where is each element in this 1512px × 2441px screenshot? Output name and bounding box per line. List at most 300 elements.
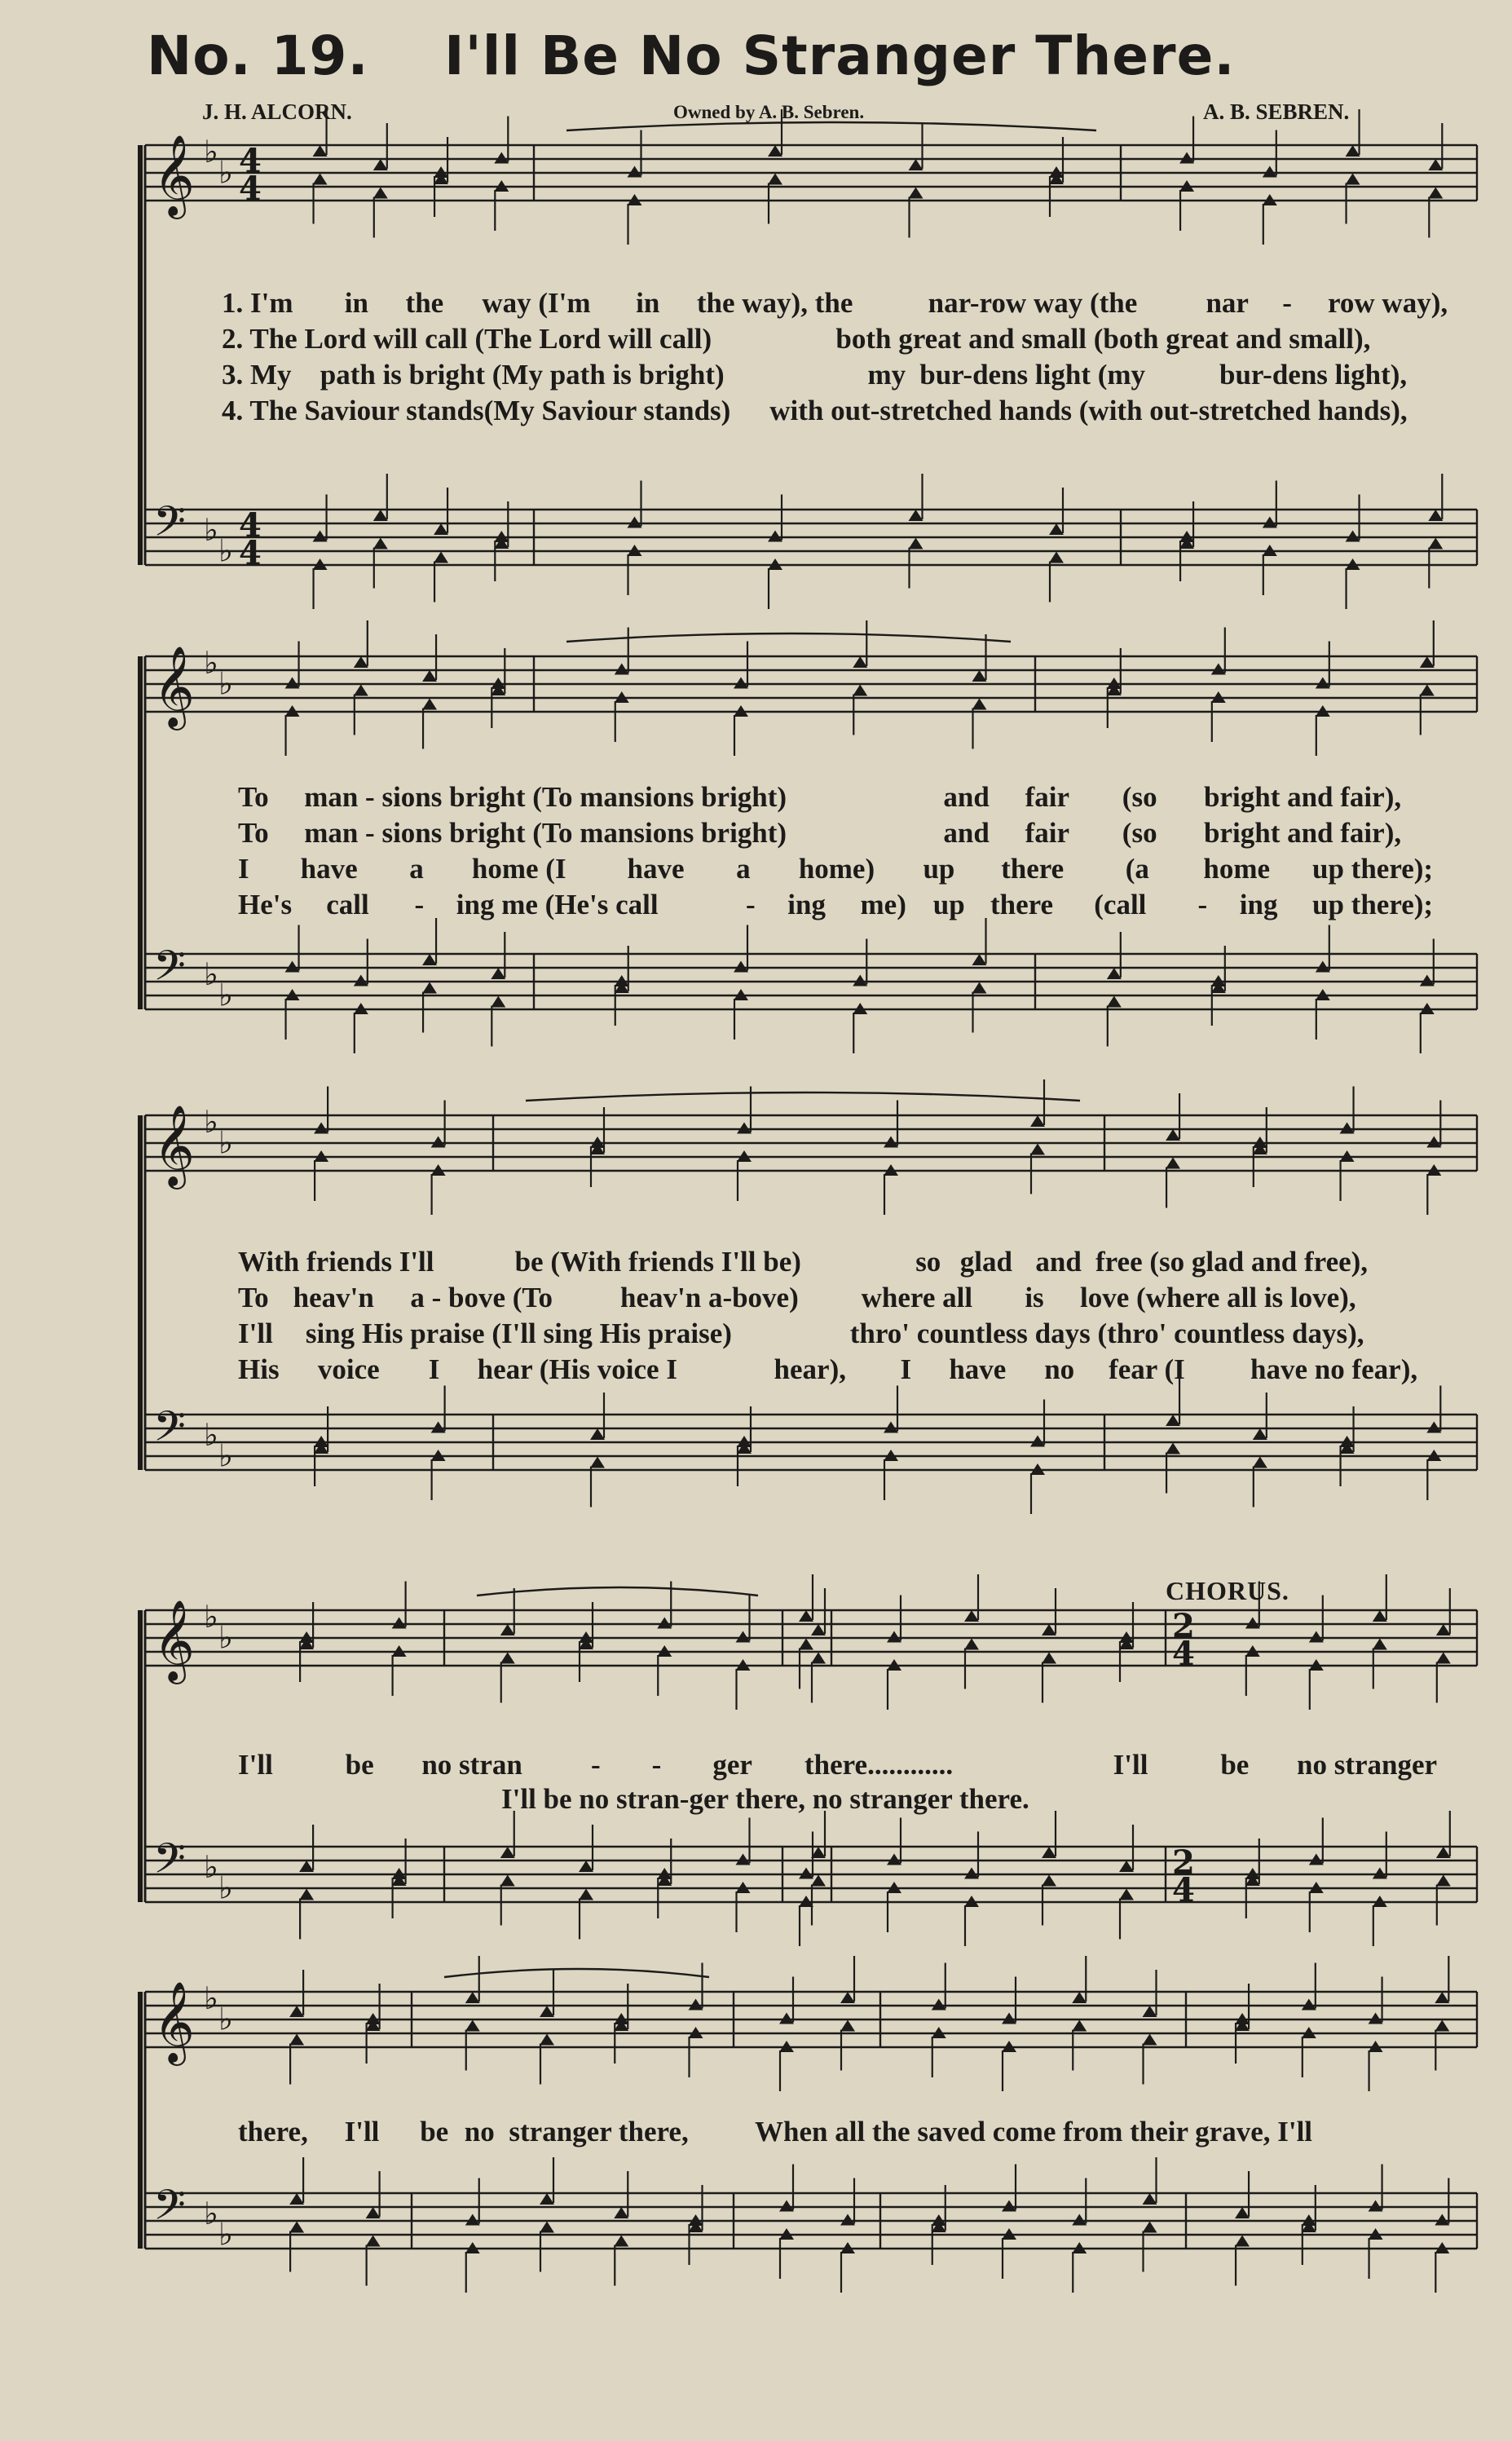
flat-sign-icon: ♭ [218, 532, 233, 569]
upper-voice-note [314, 1123, 328, 1134]
flat-sign-icon: ♭ [218, 977, 233, 1013]
lyric-syllable: 2. The Lord will call (The Lord will call) [222, 323, 712, 355]
treble-clef-icon: 𝄞 [153, 646, 195, 727]
lyric-syllable: When all the saved come from their grave, I'll [755, 2116, 1313, 2147]
lower-voice-note [590, 1457, 605, 1468]
lyric-syllable: be [1220, 1749, 1250, 1781]
lyric-syllable: up there); [1312, 889, 1434, 920]
upper-voice-note [1346, 531, 1360, 542]
hymn-title: I'll Be No Stranger There. [444, 24, 1236, 87]
lyric-syllable: ger [712, 1749, 752, 1781]
lyric-syllable: row way), [1328, 287, 1448, 319]
chorus-label: CHORUS. [1166, 1576, 1289, 1605]
lyric-syllable: no [464, 2116, 495, 2147]
lower-voice-note [500, 1653, 515, 1664]
lyric-syllable: no [1044, 1353, 1075, 1385]
lower-voice-note [465, 2020, 480, 2032]
flat-sign-icon: ♭ [204, 1599, 218, 1635]
upper-voice-note [422, 954, 437, 965]
flat-sign-icon: ♭ [218, 2216, 233, 2253]
lyric-syllable: nar-row way (the [928, 287, 1138, 319]
lower-voice-note [299, 1889, 314, 1900]
lower-voice-note [1235, 2236, 1250, 2247]
lower-voice-note [373, 188, 388, 199]
lyric-syllable: To [238, 1282, 269, 1313]
lyric-syllable: way (I'm [482, 287, 591, 319]
upper-voice-note [1166, 1415, 1180, 1426]
lyric-syllable: To [238, 817, 269, 849]
upper-voice-note [590, 1428, 605, 1440]
lower-voice-note [1143, 2222, 1157, 2233]
lyric-syllable: have [627, 853, 685, 885]
lyric-syllable: fair [1025, 781, 1070, 813]
lyric-syllable: I'll [238, 1749, 273, 1781]
upper-voice-note [964, 1868, 979, 1879]
lyric-syllable: have no fear), [1250, 1353, 1418, 1385]
treble-clef-icon: 𝄞 [153, 1105, 195, 1186]
lyric-syllable: a [736, 853, 751, 885]
flat-sign-icon: ♭ [204, 1980, 218, 2016]
upper-voice-note [811, 1624, 826, 1635]
lyric-syllable: I'll [1113, 1749, 1148, 1781]
lyric-syllable: up there); [1312, 853, 1434, 885]
upper-voice-note [1316, 961, 1330, 973]
lyric-syllable: He's [238, 889, 293, 920]
upper-voice-note [657, 1618, 672, 1629]
lyric-syllable: in [636, 287, 660, 319]
lyric-line [0, 395, 1512, 430]
bass-chorus-time-bottom: 4 [1172, 1871, 1195, 1909]
tie-arc [477, 1587, 758, 1596]
lower-voice-note [853, 685, 867, 696]
upper-voice-note [768, 531, 782, 542]
lyric-syllable: I'll [344, 2116, 380, 2147]
flat-sign-icon: ♭ [204, 956, 218, 992]
upper-voice-note [1428, 510, 1443, 521]
lyric-syllable: sing His praise (I'll sing His praise) [305, 1318, 732, 1349]
lower-voice-note [1042, 1875, 1056, 1887]
lyric-line [0, 1318, 1512, 1353]
upper-voice-note [884, 1137, 898, 1148]
lyric-syllable: - [591, 1749, 601, 1781]
lyric-syllable: (so [1122, 817, 1157, 849]
upper-voice-note [768, 145, 782, 157]
upper-voice-note [366, 2207, 381, 2218]
lyric-syllable: stranger there, [509, 2116, 689, 2147]
lyric-syllable: up [923, 853, 955, 885]
lyric-syllable: no stran [421, 1749, 522, 1781]
upper-voice-note [689, 1999, 703, 2011]
lower-voice-note [422, 982, 437, 994]
bass-clef-icon: 𝄢 [153, 1834, 186, 1893]
lower-voice-note [1072, 2020, 1087, 2032]
lyric-syllable: both great and small (both great and small), [835, 323, 1371, 355]
lyric-syllable: home (I [471, 853, 566, 885]
lower-voice-note [1428, 188, 1443, 199]
upper-voice-note [1426, 1137, 1441, 1148]
lyric-syllable: 1. I'm [222, 287, 293, 319]
lyric-syllable: be [345, 1749, 374, 1781]
upper-voice-note [1107, 968, 1122, 979]
lower-voice-note [540, 2222, 554, 2233]
lyric-line [0, 1246, 1512, 1282]
lyric-syllable: - [746, 889, 756, 920]
upper-voice-note [964, 1610, 979, 1622]
upper-voice-note [313, 145, 328, 157]
lower-voice-note [1042, 1653, 1056, 1664]
lyric-syllable: (call [1094, 889, 1147, 920]
lyric-syllable: voice [317, 1353, 380, 1385]
lower-voice-note [1346, 174, 1360, 185]
upper-voice-note [465, 1992, 480, 2003]
upper-voice-note [1253, 1428, 1267, 1440]
treble-time-signature-bottom: 4 [239, 170, 262, 208]
lyric-syllable: 4. The Saviour stands(My Saviour stands) [222, 395, 731, 426]
lower-voice-note [366, 2236, 381, 2247]
lyric-syllable: bur-dens light), [1219, 359, 1408, 391]
upper-voice-note [434, 523, 448, 535]
flat-sign-icon: ♭ [218, 2001, 233, 2037]
lyric-syllable: ing me (He's call [456, 889, 659, 920]
lyric-syllable: fair [1025, 817, 1070, 849]
flat-sign-icon: ♭ [204, 1417, 218, 1453]
upper-voice-note [887, 1631, 901, 1643]
flat-sign-icon: ♭ [204, 1849, 218, 1885]
lower-voice-note [909, 538, 924, 550]
lyric-line [0, 889, 1512, 925]
lower-voice-note [1428, 538, 1443, 550]
lyric-syllable: (a [1125, 853, 1149, 885]
lower-voice-note [373, 538, 388, 550]
lyric-syllable: the [405, 287, 444, 319]
lower-voice-note [614, 2236, 628, 2247]
upper-voice-note [285, 678, 300, 689]
upper-voice-note [1346, 145, 1360, 157]
lyric-syllable: and [943, 817, 990, 849]
treble-chorus-time-bottom: 4 [1172, 1635, 1195, 1673]
bass-clef-icon: 𝄢 [153, 2180, 186, 2240]
upper-voice-note [1340, 1123, 1355, 1134]
bass-time-signature-bottom: 4 [239, 534, 262, 572]
upper-voice-note [736, 1631, 751, 1643]
lower-voice-note [1436, 1875, 1451, 1887]
bass-time-signature-top: 4 [239, 506, 262, 545]
upper-voice-note [799, 1868, 813, 1879]
upper-voice-note [840, 2214, 855, 2226]
lyric-syllable: and [1035, 1246, 1082, 1278]
upper-voice-note [1049, 523, 1064, 535]
lower-voice-note [1166, 1443, 1180, 1454]
flat-sign-icon: ♭ [218, 154, 233, 191]
lyric-syllable: I [428, 1353, 440, 1385]
upper-voice-note [1436, 1847, 1451, 1858]
upper-voice-note [373, 159, 388, 170]
upper-voice-note [734, 678, 748, 689]
lyric-syllable: is [1025, 1282, 1044, 1313]
upper-voice-note [392, 1618, 407, 1629]
lyric-syllable: home [1203, 853, 1271, 885]
upper-voice-note [1235, 2207, 1250, 2218]
lyric-syllable: 3. My [222, 359, 292, 391]
upper-voice-note [909, 159, 924, 170]
lyric-line [0, 1353, 1512, 1389]
upper-voice-note [932, 1999, 946, 2011]
lower-voice-note [972, 699, 987, 710]
upper-voice-note [615, 664, 629, 675]
flat-sign-icon: ♭ [204, 512, 218, 548]
lower-voice-note [1373, 1639, 1387, 1650]
upper-voice-note [1369, 2013, 1383, 2024]
bass-chorus-time-top: 2 [1172, 1843, 1195, 1882]
lyric-syllable: ing [787, 889, 826, 920]
upper-voice-note [1420, 975, 1435, 987]
lyric-syllable: a - bove (To [410, 1282, 553, 1313]
lyric-line [0, 817, 1512, 853]
flat-sign-icon: ♭ [218, 1869, 233, 1906]
lyric-syllable: - [651, 1749, 662, 1781]
upper-voice-note [354, 975, 368, 987]
upper-voice-note [1263, 166, 1277, 178]
upper-voice-note [853, 975, 867, 987]
lyric-line [0, 359, 1512, 395]
upper-voice-note [1420, 656, 1435, 668]
upper-voice-note [1428, 159, 1443, 170]
lower-voice-note [1049, 552, 1064, 563]
upper-voice-note [1309, 1631, 1324, 1643]
lower-voice-note [840, 2020, 855, 2032]
upper-voice-note [1316, 678, 1330, 689]
upper-voice-note [289, 2006, 304, 2017]
tie-arc [566, 122, 1096, 130]
upper-voice-note [494, 152, 509, 164]
flat-sign-icon: ♭ [204, 134, 218, 170]
lyric-syllable: I'll [238, 1318, 273, 1349]
lower-voice-note [579, 1889, 593, 1900]
tie-arc [526, 1092, 1080, 1101]
lyric-syllable: man - sions bright (To mansions bright) [304, 817, 787, 849]
treble-clef-icon: 𝄞 [153, 1600, 195, 1681]
lyric-syllable: the way), the [696, 287, 853, 319]
lyric-syllable: bright and fair), [1204, 781, 1402, 813]
lyric-line [0, 781, 1512, 817]
upper-voice-note [1373, 1610, 1387, 1622]
lyric-line [0, 287, 1512, 323]
treble-clef-icon: 𝄞 [153, 1981, 195, 2063]
lyric-line [0, 1749, 1512, 1785]
composer-credit: A. B. SEBREN. [1203, 99, 1350, 124]
flat-sign-icon: ♭ [218, 1437, 233, 1474]
lyric-syllable: be [420, 2116, 449, 2147]
upper-voice-note [972, 954, 987, 965]
lower-voice-note [1107, 996, 1122, 1008]
bass-clef-icon: 𝄢 [153, 497, 186, 556]
lyric-syllable: hear (His voice I [477, 1353, 677, 1385]
upper-voice-note [500, 1624, 515, 1635]
flat-sign-icon: ♭ [218, 665, 233, 702]
upper-voice-note [1435, 2214, 1449, 2226]
lyric-syllable: a [409, 853, 424, 885]
lyric-syllable: home) [798, 853, 875, 885]
upper-voice-note [779, 2013, 794, 2024]
lyric-syllable: To [238, 781, 269, 813]
upper-voice-note [853, 656, 867, 668]
bass-clef-icon: 𝄢 [153, 941, 186, 1000]
upper-voice-note [1002, 2013, 1016, 2024]
upper-voice-note [1119, 1861, 1134, 1872]
upper-voice-note [1373, 1868, 1387, 1879]
upper-voice-note [1143, 2006, 1157, 2017]
treble-time-signature-top: 4 [239, 142, 262, 180]
upper-voice-note [614, 2207, 628, 2218]
lyric-syllable: where all [861, 1282, 973, 1313]
lyric-syllable: no stranger [1297, 1749, 1438, 1781]
upper-voice-note [884, 1422, 898, 1433]
upper-voice-note [299, 1861, 314, 1872]
lower-voice-note [1435, 2020, 1449, 2032]
author-credit: J. H. ALCORN. [202, 99, 352, 124]
lyric-line [0, 1282, 1512, 1318]
lower-voice-note [313, 174, 328, 185]
lyric-syllable: bright and fair), [1204, 817, 1402, 849]
upper-voice-note [1436, 1624, 1451, 1635]
lyric-syllable: - [1282, 287, 1292, 319]
lyric-syllable: love (where all is love), [1080, 1282, 1356, 1313]
lower-voice-note [1436, 1653, 1451, 1664]
lower-voice-note [434, 552, 448, 563]
upper-voice-note [1042, 1624, 1056, 1635]
lyric-syllable: nar [1206, 287, 1249, 319]
lower-voice-note [422, 699, 437, 710]
lyric-syllable: up [932, 889, 965, 920]
upper-voice-note [431, 1422, 446, 1433]
lyric-syllable: my [867, 359, 906, 391]
flat-sign-icon: ♭ [204, 645, 218, 681]
lyric-syllable: - [414, 889, 425, 920]
lyric-line [0, 1783, 1512, 1819]
upper-voice-note [500, 1847, 515, 1858]
lower-voice-note [1166, 1158, 1180, 1169]
lower-voice-note [354, 685, 368, 696]
upper-voice-note [1302, 1999, 1316, 2011]
flat-sign-icon: ♭ [218, 1124, 233, 1161]
tie-arc [444, 1969, 709, 1977]
upper-voice-note [1426, 1422, 1441, 1433]
upper-voice-note [491, 968, 505, 979]
lower-voice-note [811, 1653, 826, 1664]
tie-arc [566, 633, 1011, 642]
upper-voice-note [289, 2193, 304, 2205]
lower-voice-note [768, 174, 782, 185]
lyric-syllable: With friends I'll [238, 1246, 434, 1278]
upper-voice-note [736, 1854, 751, 1865]
lower-voice-note [972, 982, 987, 994]
lyric-syllable: fear (I [1109, 1353, 1185, 1385]
upper-voice-note [779, 2200, 794, 2212]
lyric-syllable: I'll be no stran-ger there, no stranger there. [501, 1783, 1029, 1815]
upper-voice-note [1309, 1854, 1324, 1865]
flat-sign-icon: ♭ [204, 2196, 218, 2231]
upper-voice-note [1166, 1129, 1180, 1141]
lyric-syllable: man - sions bright (To mansions bright) [304, 781, 787, 813]
lower-voice-note [799, 1639, 813, 1650]
upper-voice-note [1263, 517, 1277, 528]
upper-voice-note [840, 1992, 855, 2003]
upper-voice-note [799, 1610, 813, 1622]
lyric-line [0, 323, 1512, 359]
lower-voice-note [540, 2034, 554, 2046]
lyric-syllable: heav'n [293, 1282, 374, 1313]
upper-voice-note [1002, 2200, 1016, 2212]
upper-voice-note [1211, 664, 1226, 675]
lyric-syllable: so [915, 1246, 941, 1278]
lyric-syllable: have [949, 1353, 1007, 1385]
bass-clef-icon: 𝄢 [153, 1401, 186, 1461]
lyric-syllable: heav'n a-bove) [620, 1282, 799, 1313]
lyric-syllable: have [300, 853, 358, 885]
upper-voice-note [628, 517, 642, 528]
lyric-syllable: there [990, 889, 1054, 920]
upper-voice-note [354, 656, 368, 668]
flat-sign-icon: ♭ [204, 1104, 218, 1140]
lyric-syllable: with out-stretched hands (with out-stretched hands), [769, 395, 1408, 426]
upper-voice-note [1143, 2193, 1157, 2205]
lyric-syllable: and [943, 781, 990, 813]
lower-voice-note [909, 188, 924, 199]
upper-voice-note [628, 166, 642, 178]
lower-voice-note [289, 2034, 304, 2046]
lyric-syllable: ing [1239, 889, 1278, 920]
upper-voice-note [422, 670, 437, 682]
treble-chorus-time-top: 2 [1172, 1607, 1195, 1645]
upper-voice-note [1072, 2214, 1087, 2226]
lyric-line [0, 2116, 1512, 2152]
lyric-syllable: there [1001, 853, 1065, 885]
flat-sign-icon: ♭ [218, 1619, 233, 1656]
upper-voice-note [1042, 1847, 1056, 1858]
upper-voice-note [313, 531, 328, 542]
upper-voice-note [1369, 2200, 1383, 2212]
ownership-credit: Owned by A. B. Sebren. [673, 102, 865, 122]
lyric-syllable: I [900, 1353, 912, 1385]
upper-voice-note [431, 1137, 446, 1148]
lyric-syllable: I [238, 853, 249, 885]
lyric-syllable: there, [238, 2116, 308, 2147]
lower-voice-note [500, 1875, 515, 1887]
upper-voice-note [972, 670, 987, 682]
upper-voice-note [1072, 1992, 1087, 2003]
lyric-syllable: bur-dens light (my [919, 359, 1146, 391]
lyric-syllable: hear), [774, 1353, 846, 1385]
lyric-syllable: path is bright (My path is bright) [320, 359, 725, 391]
lower-voice-note [1119, 1889, 1134, 1900]
upper-voice-note [734, 961, 748, 973]
treble-clef-icon: 𝄞 [153, 135, 195, 216]
lyric-syllable: be (With friends I'll be) [514, 1246, 801, 1278]
upper-voice-note [909, 510, 924, 521]
hymn-number: No. 19. [147, 24, 369, 87]
upper-voice-note [1030, 1436, 1045, 1447]
upper-voice-note [1179, 152, 1194, 164]
lyric-syllable: me) [860, 889, 906, 920]
lower-voice-note [1030, 1144, 1045, 1155]
lower-voice-note [1253, 1457, 1267, 1468]
lower-voice-note [491, 996, 505, 1008]
upper-voice-note [373, 510, 388, 521]
lower-voice-note [1420, 685, 1435, 696]
upper-voice-note [1435, 1992, 1449, 2003]
upper-voice-note [540, 2006, 554, 2017]
lyric-syllable: there............ [804, 1749, 954, 1781]
